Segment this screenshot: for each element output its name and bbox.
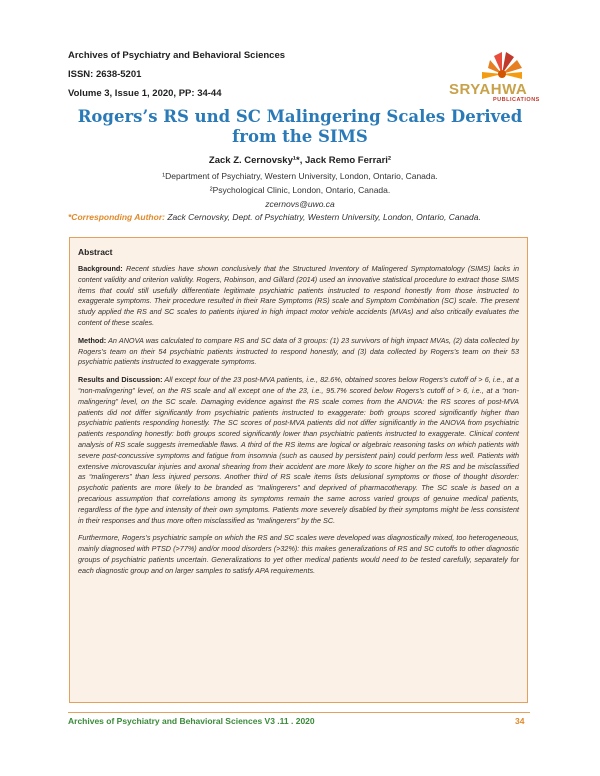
paper-title: Rogers’s RS und SC Malingering Scales Derived from the SIMS — [77, 107, 523, 146]
abstract-background — [78, 264, 519, 329]
journal-name: Archives of Psychiatry and Behavioral Sciences — [68, 50, 286, 61]
corresponding-author — [68, 212, 538, 222]
corresponding-text: Zack Cernovsky, Dept. of Psychiatry, Western University, London, Ontario, Canada. — [164, 212, 481, 222]
author-list: Zack Z. Cernovsky¹*, Jack Remo Ferrari² — [208, 155, 392, 166]
paragraph-text: An ANOVA was calculated to compare RS and SC data of 3 groups: (1) 23 survivors of high impact MVAs, (2) data collected by Rogers’s team on their 54 psychiatric patients instructed to respond honestly, and (3) data collected by Rogers’s team on their 53 psychiatric patients instructed to exaggerate symptoms. — [78, 335, 519, 367]
logo-subtitle: PUBLICATIONS — [493, 97, 540, 103]
issn: ISSN: 2638-5201 — [68, 69, 142, 80]
paragraph-label: Results and Discussion: — [78, 375, 163, 385]
affiliation-2: ²Psychological Clinic, London, Ontario, Canada. — [209, 185, 391, 195]
footer-divider — [68, 712, 530, 713]
page-number: 34 — [515, 716, 525, 726]
paragraph-label: Method: — [78, 335, 107, 345]
paragraph-text: Recent studies have shown conclusively that the Structured Inventory of Malingered Symptomatology (SIMS) lacks in content validity and criterion validity. Rogers, Robinson, and Gillard (2014) used an innovative statistical procedure to extract those SIMS items that could still usefully differentiate legitimate psychiatric patients instructed to respond honestly from those instructed to exaggerate symptoms. Their procedure resulted in their Rare Symptoms (RS) scale and Symptom Combination (SC) scale. The present study applied the RS and SC scales to patients injured in high impact motor vehicle accidents (MVAs) and also critically evaluates the content of these scales. — [78, 264, 519, 327]
footer-journal: Archives of Psychiatry and Behavioral Sciences V3 .11 . 2020 — [68, 716, 315, 726]
volume-info: Volume 3, Issue 1, 2020, PP: 34-44 — [68, 88, 222, 99]
logo-name: SRYAHWA — [449, 81, 528, 98]
corresponding-label: *Corresponding Author: — [68, 212, 165, 222]
abstract-method — [78, 336, 519, 368]
paragraph-text: All except four of the 23 post-MVA patients, i.e., 82.6%, obtained scores below Rogers’s cutoff of > 6, i.e., at a “non-malingering” level, on the RS scale and all except one of the 23, i.e., 95.7% scored below Rogers’s cutoff of > 6, i.e., at a “non-malingering” level, on the SC scale. Damaging evidence against the RS scale comes from the ANOVA: the RS scores of post-MVA patients did not differ significantly from psychiatric patients instructed to exaggerate: both groups scored significantly higher than psychiatric patients responding honestly. The SC scores of post-MVA patients did not differ significantly in the ANOVA from psychiatric patients responding honestly: both groups scored significantly lower than psychiatric patients instructed to exaggerate. Clinical content analysis of RS scale suggests irremediable flaws. A third of the RS items are logical or algebraic reasoning tasks on which patients with severe post-concussive symptoms and fatigue from insomnia (such as caused by persistent pain) could perform less well. Patients with extensive microvascular injuries and axonal shearing from their accident are more likely to score higher on the RS and be misclassified as “malingerers” than less injured persons. Another third of RS scale items lists delusional symptoms or those of thought disorder: psychotic patients are more likely to be branded as “malingerers” and deprived of pharmacotherapy. The SC scale is based on a precarious assumption that correlations among its symptoms remain the same across varied groups of genuine medical patients, regardless of the type and intensity of their own symptoms. Patients more severely disabled by their symptoms might be less consistent in their responses and thus more often misclassified as “malingerers” by the SC. — [78, 375, 519, 525]
author-email: zcernovs@uwo.ca — [265, 199, 335, 209]
paragraph-text: Furthermore, Rogers’s psychiatric sample on which the RS and SC scales were developed was diagnostically mixed, too heterogeneous, mainly diagnosed with PTSD (>77%) and/or mood disorders (>32%): this makes generalizations of RS and SC cutoffs to other diagnostic groups of psychiatric patients uncertain. Generalizations to yet other medical patients would need to be tested carefully, separately for each diagnostic group and on larger samples to satisfy APA requirements. — [78, 533, 519, 575]
abstract-box — [69, 237, 528, 703]
abstract-results — [78, 375, 519, 526]
abstract-heading: Abstract — [78, 247, 113, 257]
affiliation-1: ¹Department of Psychiatry, Western University, London, Ontario, Canada. — [162, 171, 438, 181]
paragraph-label: Background: — [78, 264, 123, 273]
abstract-furthermore — [78, 533, 519, 576]
